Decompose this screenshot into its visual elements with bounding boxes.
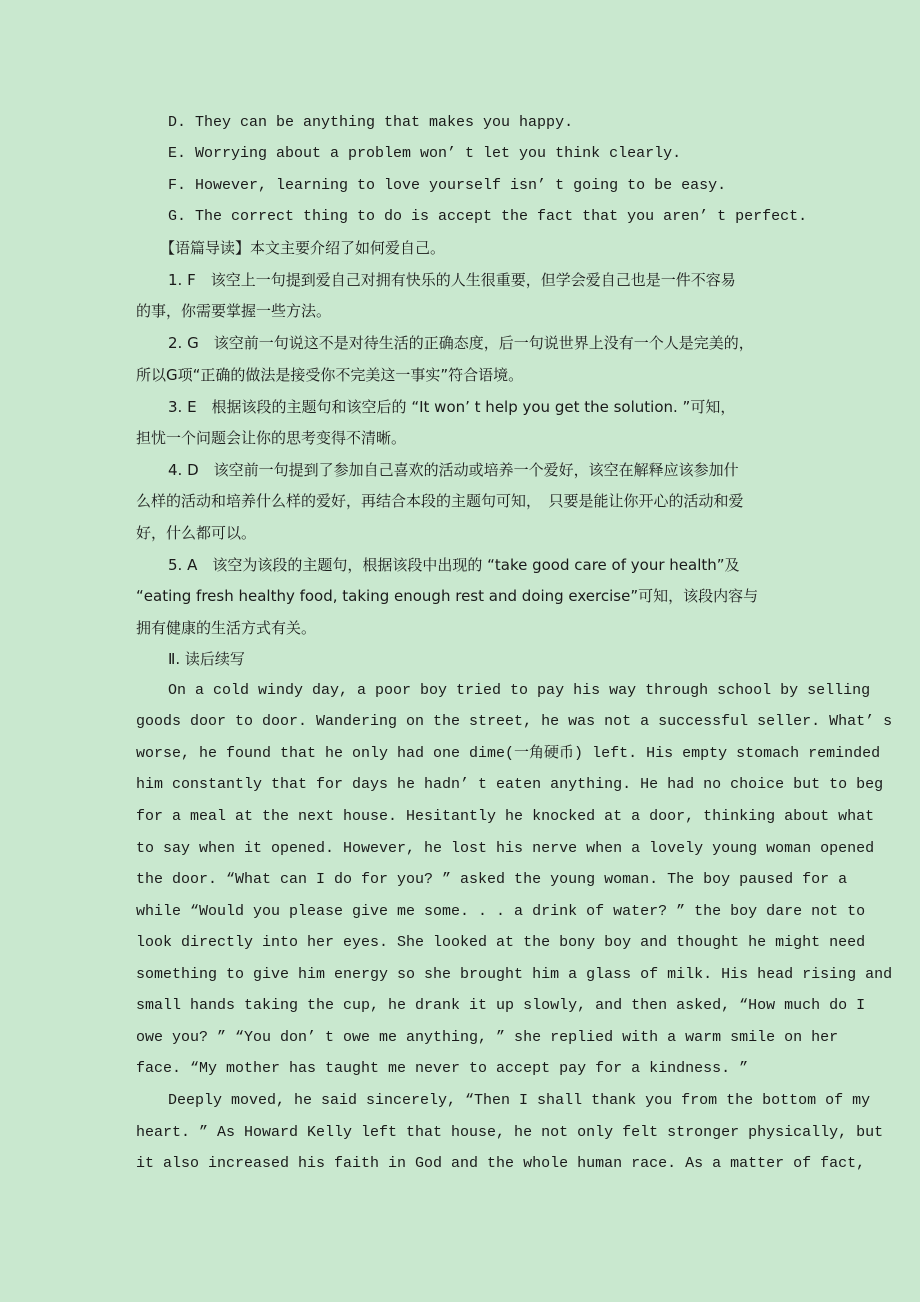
passage-line: it also increased his faith in God and the whole human race. As a matter of fact, xyxy=(136,1155,866,1172)
section-title: Ⅱ. 读后续写 xyxy=(168,650,245,668)
passage-guide: 【语篇导读】本文主要介绍了如何爱自己。 xyxy=(160,239,446,257)
passage-line: Deeply moved, he said sincerely, “Then I shall thank you from the bottom of my xyxy=(168,1092,871,1109)
answer-2-line-1: 2. G 该空前一句说这不是对待生活的正确态度，后一句说世界上没有一个人是完美的， xyxy=(168,334,754,352)
answer-3-line-1: 3. E 根据该段的主题句和该空后的 “It won’ t help you get the solution. ”可知， xyxy=(168,398,736,416)
passage-line: the door. “What can I do for you? ” asked the young woman. The boy paused for a xyxy=(136,871,848,888)
answer-1-line-1: 1. F 该空上一句提到爱自己对拥有快乐的人生很重要，但学会爱自己也是一件不容易 xyxy=(168,271,736,289)
passage-line: look directly into her eyes. She looked at the bony boy and thought he might need xyxy=(136,934,866,951)
option-f: F. However, learning to love yourself isn’ t going to be easy. xyxy=(168,177,727,194)
answer-5-line-2: “eating fresh healthy food, taking enough rest and doing exercise”可知，该段内容与 xyxy=(136,587,759,605)
answer-4-line-3: 好，什么都可以。 xyxy=(136,524,257,542)
passage-line: owe you? ” “You don’ t owe me anything, ” she replied with a warm smile on her xyxy=(136,1029,839,1046)
passage-line: to say when it opened. However, he lost his nerve when a lovely young woman opened xyxy=(136,840,875,857)
passage-line: goods door to door. Wandering on the street, he was not a successful seller. What’ s xyxy=(136,713,893,730)
answer-5-line-1: 5. A 该空为该段的主题句，根据该段中出现的 “take good care of your health”及 xyxy=(168,556,740,574)
answer-5-line-3: 拥有健康的生活方式有关。 xyxy=(136,619,317,637)
answer-1-line-2: 的事，你需要掌握一些方法。 xyxy=(136,302,332,320)
option-d: D. They can be anything that makes you happy. xyxy=(168,114,574,131)
passage-line: On a cold windy day, a poor boy tried to pay his way through school by selling xyxy=(168,682,871,699)
passage-line: him constantly that for days he hadn’ t eaten anything. He had no choice but to beg xyxy=(136,776,884,793)
passage-line: for a meal at the next house. Hesitantly he knocked at a door, thinking about what xyxy=(136,808,875,825)
answer-4-line-1: 4. D 该空前一句提到了参加自己喜欢的活动或培养一个爱好，该空在解释应该参加什 xyxy=(168,461,739,479)
passage-line: while “Would you please give me some. . . a drink of water? ” the boy dare not to xyxy=(136,903,866,920)
option-g: G. The correct thing to do is accept the fact that you aren’ t perfect. xyxy=(168,208,808,225)
passage-line: heart. ” As Howard Kelly left that house, he not only felt stronger physically, but xyxy=(136,1124,884,1141)
passage-line: worse, he found that he only had one dime(一角硬币) left. His empty stomach reminded xyxy=(136,745,881,762)
answer-4-line-2: 么样的活动和培养什么样的爱好，再结合本段的主题句可知， 只要是能让你开心的活动和爱 xyxy=(136,492,744,510)
passage-line: small hands taking the cup, he drank it up slowly, and then asked, “How much do I xyxy=(136,997,866,1014)
option-e: E. Worrying about a problem won’ t let you think clearly. xyxy=(168,145,682,162)
answer-3-line-2: 担忧一个问题会让你的思考变得不清晰。 xyxy=(136,429,407,447)
passage-line: something to give him energy so she brought him a glass of milk. His head rising and xyxy=(136,966,893,983)
passage-line: face. “My mother has taught me never to accept pay for a kindness. ” xyxy=(136,1060,749,1077)
answer-2-line-2: 所以G项“正确的做法是接受你不完美这一事实”符合语境。 xyxy=(136,366,524,384)
